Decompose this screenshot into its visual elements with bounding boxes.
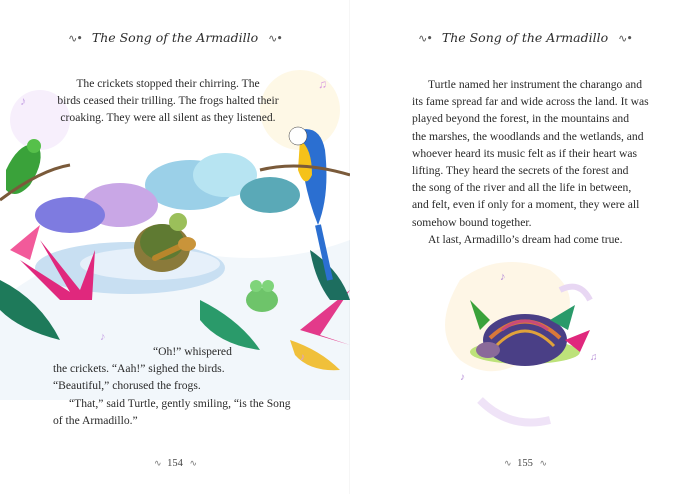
right-paragraph — [412, 76, 650, 248]
text-line: its fame spread far and wide across the land. It was — [412, 95, 649, 109]
text-line: The crickets stopped their chirring. The — [76, 77, 260, 90]
svg-text:♪: ♪ — [300, 352, 305, 363]
svg-text:♫: ♫ — [318, 77, 327, 91]
text-line: Turtle named her instrument the charango and — [428, 78, 642, 91]
text-line: played beyond the forest, in the mountains and — [412, 112, 630, 126]
running-head-left — [0, 30, 350, 45]
page-number: 155 — [517, 458, 533, 469]
text-line: “That,” said Turtle, gently smiling, “is the Song — [69, 396, 291, 410]
running-head-title: The Song of the Armadillo — [91, 30, 259, 45]
folio-ornament: ∿ — [189, 458, 197, 468]
text-line: the song of the river and all the life in between, — [412, 181, 632, 195]
text-line: “Oh!” whispered — [153, 345, 232, 358]
text-line: At last, Armadillo’s dream had come true. — [428, 232, 623, 246]
right-page — [350, 0, 700, 494]
page-number-left — [0, 458, 350, 469]
text-line: “Beautiful,” chorused the frogs. — [53, 379, 201, 393]
folio-ornament: ∿ — [539, 458, 547, 468]
text-line: the marshes, the woodlands and the wetlands, and — [412, 129, 644, 143]
head-ornament-right: ∿• — [268, 32, 282, 45]
page-number: 154 — [167, 458, 183, 469]
left-paragraph-bottom — [53, 343, 303, 429]
head-ornament-left: ∿• — [68, 32, 82, 45]
running-head-title: The Song of the Armadillo — [441, 30, 609, 45]
head-ornament-right: ∿• — [618, 32, 632, 45]
text-line: croaking. They were all silent as they listened. — [60, 111, 276, 125]
text-line: lifting. They heard the secrets of the forest and — [412, 164, 629, 178]
head-ornament-left: ∿• — [418, 32, 432, 45]
svg-text:♪: ♪ — [100, 331, 106, 343]
text-line: the crickets. “Aah!” sighed the birds. — [53, 362, 225, 376]
text-line: of the Armadillo.” — [53, 413, 138, 427]
text-line: and felt, even if only for a moment, they were all — [412, 198, 640, 212]
svg-text:♪: ♪ — [20, 94, 26, 108]
left-paragraph-top — [52, 75, 284, 127]
svg-text:♪: ♪ — [460, 372, 465, 383]
folio-ornament: ∿ — [153, 458, 161, 468]
text-line: somehow bound together. — [412, 215, 532, 229]
text-line: whoever heard its music felt as if their heart was — [412, 146, 638, 160]
text-line: birds ceased their trilling. The frogs halted their — [57, 94, 279, 108]
svg-text:♫: ♫ — [590, 352, 598, 363]
svg-text:♪: ♪ — [500, 271, 506, 283]
folio-ornament: ∿ — [503, 458, 511, 468]
page-number-right — [350, 458, 700, 469]
